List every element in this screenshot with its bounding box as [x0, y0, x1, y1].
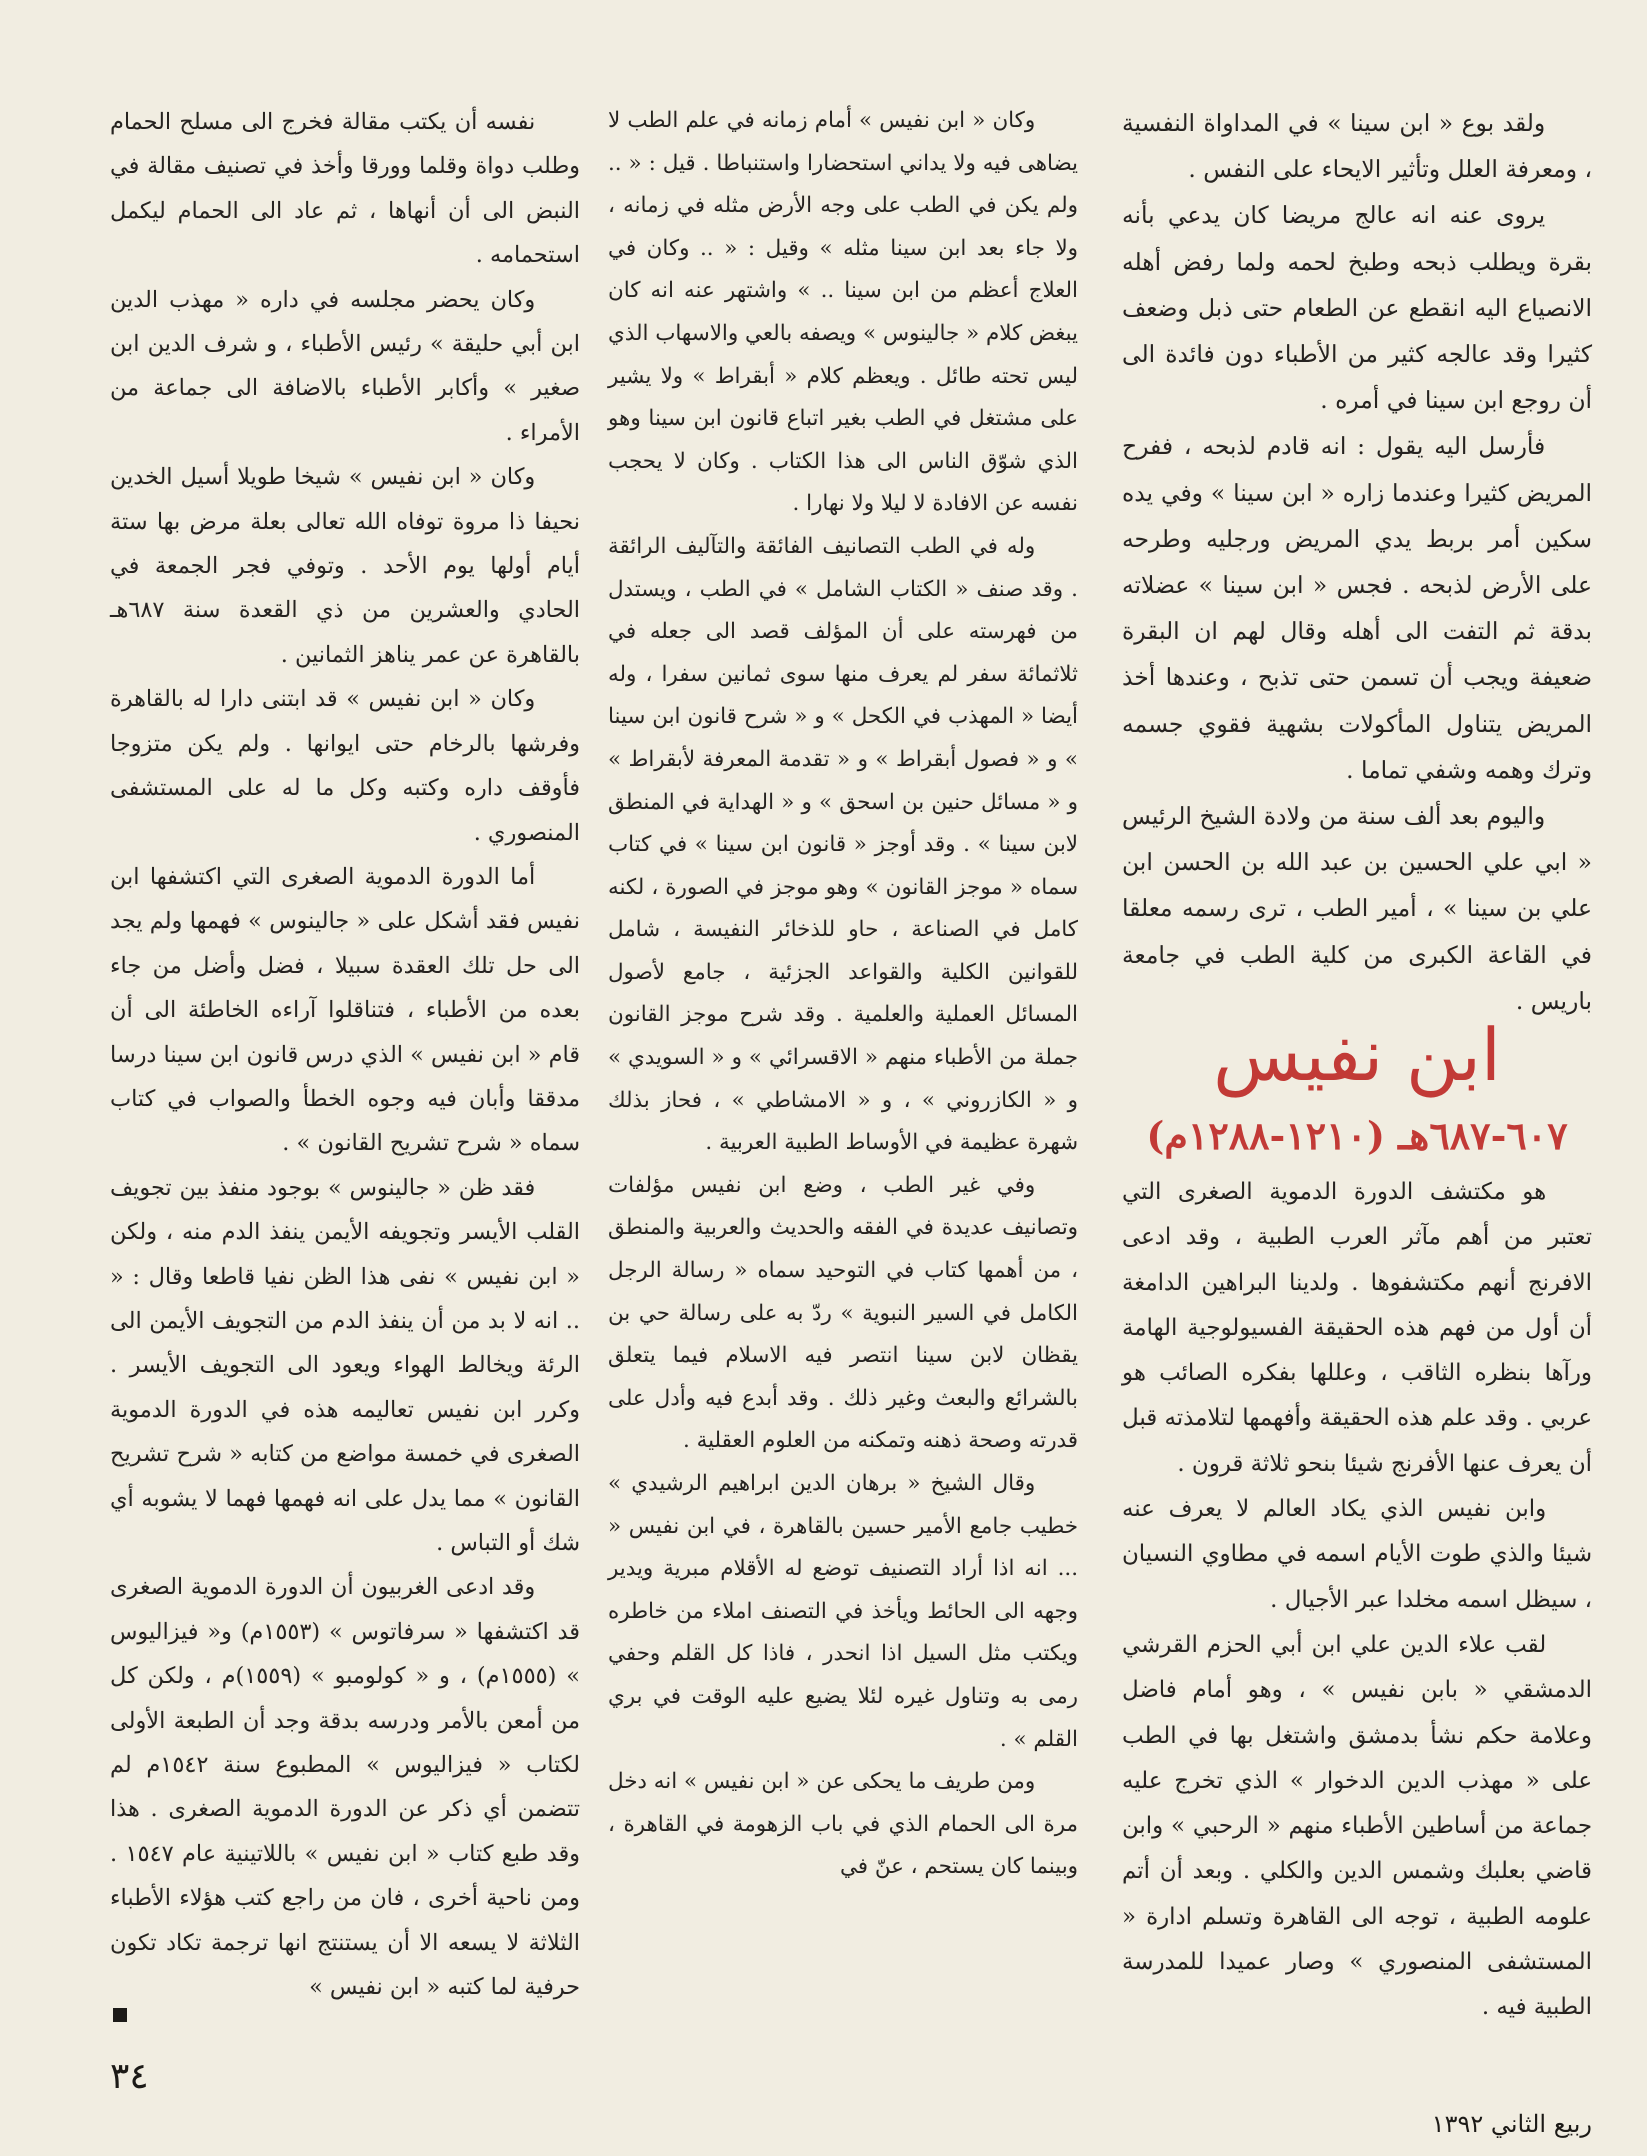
paragraph: وفي غير الطب ، وضع ابن نفيس مؤلفات وتصانيف عديدة في الفقه والحديث والعربية والمنطق ، من أهمها كتاب في التوحيد سماه « رسالة الرجل الكامل في السير النبوية » ردّ به على رسالة حي بن يقظان لابن سينا انتصر فيه الاسلام فيما يتعلق بالشرائع والبعث وغير ذلك . وقد أبدع فيه وأدل على قدرته وصحة ذهنه وتمكنه من العلوم العقلية . — [608, 1172, 1078, 1454]
paragraph: ولقد بوع « ابن سينا » في المداواة النفسية ، ومعرفة العلل وتأثير الايحاء على النفس . — [1122, 109, 1592, 184]
paragraph: وابن نفيس الذي يكاد العالم لا يعرف عنه شيئا والذي طوت الأيام اسمه في مطاوي النسيان ، سيظل اسمه مخلدا عبر الأجيال . — [1122, 1496, 1592, 1613]
column-middle — [608, 100, 1078, 1889]
paragraph: وكان « ابن نفيس » شيخا طويلا أسيل الخدين نحيفا ذا مروة توفاه الله تعالى بعلة مرض بها ستة أيام أولها يوم الأحد . وتوفي فجر الجمعة في الحادي والعشرين من ذي القعدة سنة ٦٨٧هـ بالقاهرة عن عمر يناهز الثمانين . — [110, 464, 580, 668]
issue-date: ربيع الثاني ١٣٩٢ — [1431, 2110, 1592, 2138]
column-right — [1122, 100, 1592, 1024]
paragraph: وكان « ابن نفيس » قد ابتنى دارا له بالقاهرة وفرشها بالرخام حتى ايوانها . ولم يكن متزوجا فأوقف داره وكتبه وكل ما له على المستشفى المنصوري . — [110, 686, 580, 846]
page-number: ٣٤ — [110, 2056, 149, 2097]
article-dates: ٦٠٧-٦٨٧هـ (١٢١٠-١٢٨٨م) — [1146, 1113, 1568, 1158]
article-title: ابن نفيس — [1213, 1013, 1501, 1097]
paragraph: وقد ادعى الغربيون أن الدورة الدموية الصغرى قد اكتشفها « سرفاتوس » (١٥٥٣م) و« فيزاليوس » (١٥٥٥م) ، و « كولومبو » (١٥٥٩)م ، ولكن كل من أمعن بالأمر ودرسه بدقة وجد أن الطبعة الأولى لكتاب « فيزاليوس » المطبوع سنة ١٥٤٢م لم تتضمن أي ذكر عن الدورة الدموية الصغرى . هذا وقد طبع كتاب « ابن نفيس » باللاتينية عام ١٥٤٧ . ومن ناحية أخرى ، فان من راجع كتب هؤلاء الأطباء الثلاثة لا يسعه الا أن يستنتج انها ترجمة تكاد تكون حرفية لما كتبه « ابن نفيس » — [110, 1574, 581, 2001]
paragraph: هو مكتشف الدورة الدموية الصغرى التي تعتبر من أهم مآثر العرب الطبية ، وقد ادعى الافرنج أنهم مكتشفوها . ولدينا البراهين الدامغة أن أول من فهم هذه الحقيقة الفسيولوجية الهامة ورآها بنظره الثاقب ، وعللها بفكره الصائب هو عربي . وقد علم هذه الحقيقة وأفهمها لتلامذته قبل أن يعرف عنها الأفرنج شيئا بنحو ثلاثة قرون . — [1122, 1179, 1592, 1477]
paragraph: وكان يحضر مجلسه في داره « مهذب الدين ابن أبي حليقة » رئيس الأطباء ، و شرف الدين ابن صغير » وأكابر الأطباء بالاضافة الى جماعة من الأمراء . — [110, 286, 580, 446]
paragraph: أما الدورة الدموية الصغرى التي اكتشفها ابن نفيس فقد أشكل على « جالينوس » فهمها ولم يجد الى حل تلك العقدة سبيلا ، فضل وأضل من جاء بعده من الأطباء ، فتناقلوا آراءه الخاطئة الى أن قام « ابن نفيس » الذي درس قانون ابن سينا درسا مدققا وأبان فيه وجوه الخطأ والصواب في كتاب سماه « شرح تشريح القانون » . — [110, 863, 580, 1157]
paragraph: وله في الطب التصانيف الفائقة والتآليف الرائقة . وقد صنف « الكتاب الشامل » في الطب ، ويستدل من فهرسته على أن المؤلف قصد الى جعله في ثلاثمائة سفر لم يعرف منها سوى ثمانين سفرا ، وله أيضا « المهذب في الكحل » و « شرح قانون ابن سينا » و « فصول أبقراط » و « تقدمة المعرفة لأبقراط » و « مسائل حنين بن اسحق » و « الهداية في المنطق لابن سينا » . وقد أوجز « قانون ابن سينا » في كتاب سماه « موجز القانون » وهو موجز في الصورة ، لكنه كامل في الصناعة ، حاو للذخائر النفيسة ، شامل للقوانين الكلية والقواعد الجزئية ، جامع لأصول المسائل العملية والعلمية . وقد شرح موجز القانون جملة من الأطباء منهم « الاقسرائي » و « السويدي » و « الكازروني » ، و « الامشاطي » ، فحاز بذلك شهرة عظيمة في الأوساط الطبية العربية . — [608, 533, 1078, 1156]
end-of-article-square-icon — [113, 2008, 127, 2022]
paragraph: ومن طريف ما يحكى عن « ابن نفيس » انه دخل مرة الى الحمام الذي في باب الزهومة في القاهرة ، وبينما كان يستحم ، عنّ في — [608, 1769, 1078, 1880]
paragraph: نفسه أن يكتب مقالة فخرج الى مسلح الحمام وطلب دواة وقلما وورقا وأخذ في تصنيف مقالة في النبض الى أن أنهاها ، ثم عاد الى الحمام ليكمل استحمامه . — [110, 109, 580, 269]
paragraph: واليوم بعد ألف سنة من ولادة الشيخ الرئيس « ابي علي الحسين بن عبد الله بن الحسن ابن علي بن سينا » ، أمير الطب ، ترى رسمه معلقا في القاعة الكبرى من كلية الطب في جامعة باريس . — [1122, 802, 1592, 1015]
paragraph: لقب علاء الدين علي ابن أبي الحزم القرشي الدمشقي « بابن نفيس » ، وهو أمام فاضل وعلامة حكم نشأ بدمشق واشتغل بها في الطب على « مهذب الدين الدخوار » الذي تخرج عليه جماعة من أساطين الأطباء منهم « الرحبي » وابن قاضي بعلبك وشمس الدين والكلي . وبعد أن أتم علومه الطبية ، توجه الى القاهرة وتسلم ادارة « المستشفى المنصوري » وصار عميدا للمدرسة الطبية فيه . — [1122, 1631, 1592, 2021]
paragraph: فأرسل اليه يقول : انه قادم لذبحه ، ففرح المريض كثيرا وعندما زاره « ابن سينا » وفي يده سكين أمر بربط يدي المريض ورجليه وطرحه على الأرض لذبحه . فجس « ابن سينا » عضلاته بدقة ثم التفت الى أهله وقال لهم ان البقرة ضعيفة ويجب أن تسمن حتى تذبح ، وعندها أخذ المريض يتناول المأكولات بشهية فقوي جسمه وترك وهمه وشفي تماما . — [1122, 432, 1592, 784]
article-intro — [1122, 1170, 1592, 2031]
paragraph: وكان « ابن نفيس » أمام زمانه في علم الطب لا يضاهى فيه ولا يداني استحضارا واستنباطا . قيل : « .. ولم يكن في الطب على وجه الأرض مثله في زمانه ، ولا جاء بعد ابن سينا مثله » وقيل : « .. وكان في العلاج أعظم من ابن سينا .. » واشتهر عنه انه كان يبغض كلام « جالينوس » ويصفه بالعي والاسهاب الذي ليس تحته طائل . ويعظم كلام « أبقراط » ولا يشير على مشتغل في الطب بغير اتباع قانون ابن سينا وهو الذي شوّق الناس الى هذا الكتاب . وكان لا يحجب نفسه عن الافادة لا ليلا ولا نهارا . — [608, 108, 1078, 517]
paragraph: وقال الشيخ « برهان الدين ابراهيم الرشيدي » خطيب جامع الأمير حسين بالقاهرة ، في ابن نفيس « ... انه اذا أراد التصنيف توضع له الأقلام مبرية ويدير وجهه الى الحائط ويأخذ في التصنف املاء من خاطره ويكتب مثل السيل اذا انحدر ، فاذا كل القلم وحفي رمى به وتناول غيره لئلا يضيع عليه الوقت في بري القلم » . — [608, 1471, 1078, 1752]
paragraph: فقد ظن « جالينوس » بوجود منفذ بين تجويف القلب الأيسر وتجويفه الأيمن ينفذ الدم منه ، ولكن « ابن نفيس » نفى هذا الظن نفيا قاطعا وقال : « .. انه لا بد من أن ينفذ الدم من التجويف الأيمن الى الرئة ويخالط الهواء ويعود الى التجويف الأيسر . وكرر ابن نفيس تعاليمه هذه في الدورة الدموية الصغرى في خمسة مواضع من كتابه « شرح تشريح القانون » مما يدل على انه فهمها فهما لا يشوبه أي شك أو التباس . — [110, 1174, 580, 1556]
column-left — [110, 100, 580, 2009]
paragraph: يروى عنه انه عالج مريضا كان يدعي بأنه بقرة ويطلب ذبحه وطبخ لحمه ولما رفض أهله الانصياع اليه انقطع عن الطعام حتى ذبل وضعف كثيرا وقد عالجه كثير من الأطباء دون فائدة الى أن روجع ابن سينا في أمره . — [1122, 201, 1592, 415]
